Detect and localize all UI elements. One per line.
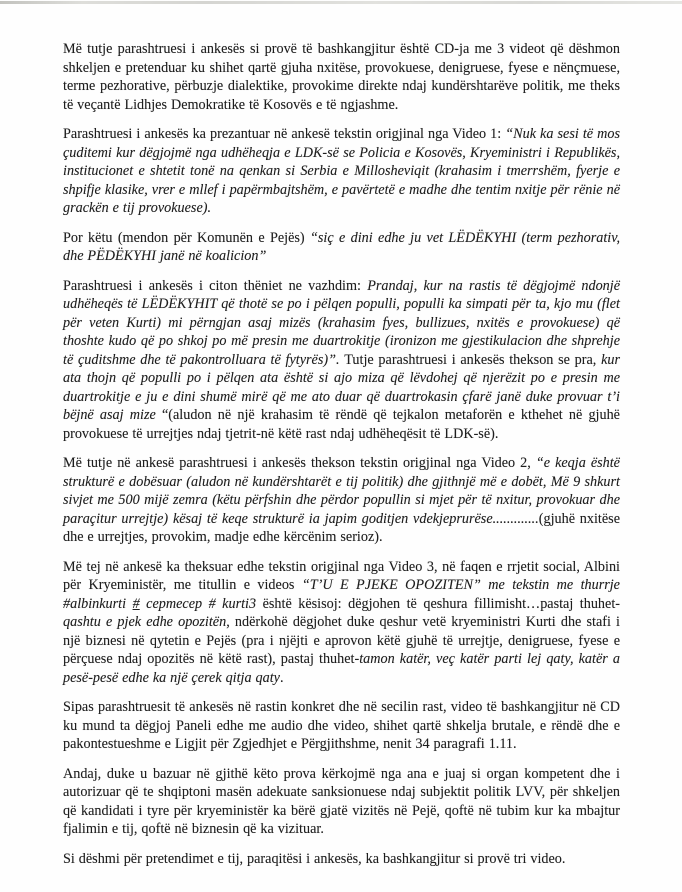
text-run: (gjuhë nxitëse dhe e urrejtjes, provokim, madje edhe kërcënim serioz).	[63, 510, 620, 545]
text-run: Por këtu (mendon për Komunën e Pejës)	[63, 229, 310, 246]
paragraph-5	[63, 454, 620, 547]
text-run: “T’U E PJEKE OPOZITEN” me tekstin me thurrje #albinkurti	[63, 577, 620, 612]
paragraph-7	[63, 698, 620, 754]
text-run: “Nuk ka sesi të mos çuditemi kur dëgjojmë nga udhëheqja e LDK-së se Policia e Kosovës, Kryeministri i Republikës, institucionet e shtetit tonë na qenkan si Serbia e Millosheviqit (krahasim i tmerrshëm, fyerje e shpifje klasike, vrer e mllef i papërmbajtshëm, e pavërtetë e madhe dhe tentim nxitje për rënie në grackën e tij provokuese).	[63, 126, 620, 216]
text-run: Parashtruesi i ankesës ka prezantuar në ankesë tekstin origjinal nga Video 1:	[63, 126, 506, 142]
text-run: , ndërkohë dëgjohet duke qeshur vetë kryeministri Kurti dhe stafi i një biznesi në qytetin e Pejës (pra i njëjti e aprovon këtë gjuhë të urrejtje, denigruese, fyese e përçuese ndaj opozitës në këtë rast), pastaj thuhet-	[63, 614, 620, 667]
text-run: “(aludon në një krahasim të rëndë që tejkalon metaforën e kthehet në gjuhë provokuese të urrejtjes ndaj tjetrit-në këtë rast ndaj udhëheqësit të LDK-së).	[63, 407, 620, 442]
text-run: “siç e dini edhe ju vet LËDËKYHI (term pezhorativ, dhe PËDËKYHI janë në koalicion”	[63, 229, 621, 264]
text-run: Si dëshmi për pretendimet e tij, paraqitësi i ankesës, ka bashkangjitur si provë tri video.	[63, 850, 566, 867]
paragraph-3	[63, 229, 620, 266]
paragraph-2	[63, 125, 620, 218]
text-run: Më tutje parashtruesi i ankesës si provë të bashkangjitur është CD-ja me 3 videot që dëshmon shkeljen e pretenduar ku shihet qartë gjuha nxitëse, provokuese, denigruese, fyese e nënçmuese, terme pezhorative, përbuzje dialektike, provokime direkte ndaj kundërshtarëve politik, me theks të veçantë Lidhjes Demokratike të Kosovës e të ngjashme.	[63, 41, 620, 113]
text-run: Më tutje në ankesë parashtruesi i ankesës thekson tekstin origjinal nga Video 2,	[63, 455, 536, 471]
paragraph-4	[63, 277, 620, 444]
text-run: Andaj, duke u bazuar në gjithë këto prova kërkojmë nga ana e juaj si organ kompetent dhe i autorizuar që te shqiptoni masën adekuate sanksionuese ndaj subjektit politik LVV, për shkeljen që kandidati i tyre për kryeministër ka bërë gjatë vizitës në Pejë, qoftë në tubim kur ka mbajtur fjalimin e tij, qoftë në biznesin që ka vizituar.	[63, 765, 620, 837]
text-run: Më tej në ankesë ka theksuar edhe tekstin origjinal nga Video 3, në faqen e rrjetit social, Albini për Kryeministër, me titullin e videos	[63, 558, 620, 593]
paragraph-6	[63, 558, 620, 688]
document-body	[63, 40, 620, 868]
text-run: cepmecep # kurti3	[139, 595, 263, 612]
paragraph-8	[63, 765, 620, 839]
text-run: “e keqja është strukturë e dobësuar (aludon në kundërshtarët e tij politik) dhe gjithnjë më e dobët, Më 9 shkurt sivjet me 500 mijë zemra (këtu përfshin dhe përdor popullin si mjet për të nxitur, provokuar dhe paraçitur urrejtje) kësaj të keqe strukturë ia japim goditjen vdekjeprurëse.............	[63, 455, 620, 527]
text-run: Parashtruesi i ankesës i citon thëniet ne vazhdim:	[63, 277, 368, 294]
text-run: Sipas parashtruesit të ankesës në rastin konkret dhe në secilin rast, video të bashkangjitur në CD ku mund ta dëgjoj Paneli edhe me audio dhe video, shihet qartë shkelja brutale, e rëndë dhe e pakontestueshme e Ligjit për Zgjedhjet e Përgjithshme, nenit 34 paragrafi 1.11.	[63, 699, 620, 752]
paragraph-1	[63, 40, 620, 114]
text-run: .	[279, 669, 284, 686]
text-run: kur ata thojn që populli po i pëlqen ata është si ajo miza që lëvdohej që njerëzit po e presin me duartrokitje e ju e dini shumë mirë që me ato duar që duartrokasin çfarë janë duke provuar t’i bëjnë asaj mize	[63, 351, 620, 423]
text-run: tamon katër, veç katër parti lej qaty, katër a pesë-pesë edhe ka një çerek qitja qaty	[63, 651, 621, 686]
scan-artifact-top-line	[0, 1, 682, 4]
text-run: Prandaj, kur na rastis të dëgjojmë ndonjë udhëheqës të LËDËKYHIT që thotë se po i pëlqen populli, populli ka simpati për ta, kjo mu (flet për veten Kurti) mi përngjan asaj mizës (krahasim fyes, bullizues, nxitës e provokuese) që thoshte kudo që po shkoj po më presin me duartrokitje (ironizon me gjestikulacion dhe shprehje të çuditshme dhe të pakontrolluara të fytyrës)”.	[63, 277, 620, 368]
text-run: #	[132, 595, 140, 612]
text-run: Tutje parashtruesi i ankesës thekson se pra,	[344, 351, 602, 368]
text-run: është kësisoj: dëgjohen të qeshura fillimisht…pastaj thuhet-	[262, 595, 620, 612]
text-run: qashtu e pjek edhe opozitën	[63, 614, 227, 630]
paragraph-9	[63, 850, 620, 869]
